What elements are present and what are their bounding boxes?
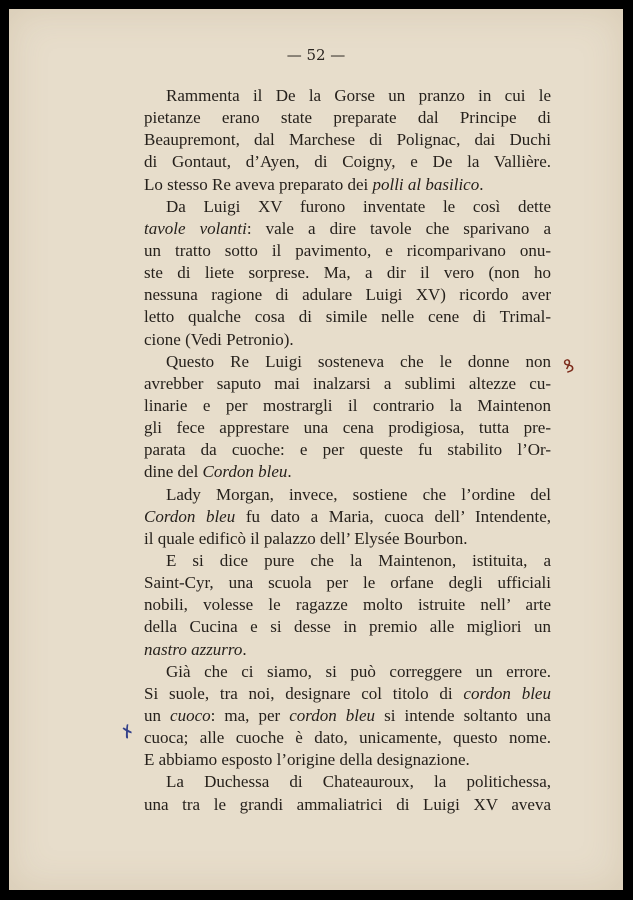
- pen-mark-blue-icon: ✗: [116, 719, 139, 744]
- text-line: [144, 484, 551, 506]
- text-segment: Beaupremont, dal Marchese di Polignac, dai Duchi: [144, 130, 551, 150]
- text-line: [144, 373, 551, 395]
- text-segment: Si suole, tra noi, designare col titolo di: [144, 683, 464, 703]
- italic-text: Cordon bleu: [202, 462, 288, 482]
- text-segment: nessuna ragione di adulare Luigi XV) ricordo aver: [144, 285, 551, 305]
- text-segment: pietanze erano state preparate dal Principe di: [144, 108, 551, 128]
- text-line: [144, 528, 551, 550]
- italic-text: nastro azzurro: [144, 639, 243, 659]
- text-segment: cione (Vedi Petronio).: [144, 329, 294, 349]
- text-segment: : vale a dire tavole che sparivano a: [246, 218, 551, 238]
- text-line: [144, 506, 551, 528]
- text-line: [144, 727, 551, 749]
- text-line: [144, 705, 551, 727]
- italic-text: Cordon bleu: [144, 506, 236, 526]
- text-segment: .: [242, 639, 247, 659]
- italic-text: cordon bleu: [289, 705, 376, 725]
- text-segment: il quale edificò il palazzo dell’ Elysée Bourbon.: [144, 528, 468, 548]
- text-line: [144, 749, 551, 771]
- text-line: [144, 240, 551, 262]
- text-segment: Da Luigi XV furono inventate le così dette: [166, 196, 551, 216]
- text-segment: letto qualche cosa di simile nelle cene di Trimal-: [144, 307, 551, 327]
- text-line: [144, 794, 551, 816]
- ink-mark-red-icon: ꝸ: [560, 354, 577, 378]
- text-line: [144, 550, 551, 572]
- text-line: [144, 129, 551, 151]
- text-line: [144, 572, 551, 594]
- text-line: [144, 284, 551, 306]
- text-line: [144, 417, 551, 439]
- text-segment: della Cucina e si desse in premio alle migliori un: [144, 617, 551, 637]
- text-segment: Questo Re Luigi sosteneva che le donne non: [166, 351, 551, 371]
- text-line: [144, 771, 551, 793]
- text-line: [144, 594, 551, 616]
- text-segment: nobili, volesse le ragazze molto istruite nell’ arte: [144, 595, 551, 615]
- text-segment: Lady Morgan, invece, sostiene che l’ordine del: [166, 484, 551, 504]
- text-line: [144, 85, 551, 107]
- text-line: [144, 439, 551, 461]
- text-line: [144, 639, 551, 661]
- text-segment: : ma, per: [210, 705, 290, 725]
- text-line: [144, 351, 551, 373]
- text-line: [144, 196, 551, 218]
- text-segment: avrebber saputo mai inalzarsi a sublimi altezze cu-: [144, 373, 551, 393]
- text-segment: ste di liete sorprese. Ma, a dir il vero (non ho: [144, 263, 551, 283]
- text-segment: gli fece apprestare una cena prodigiosa, tutta pre-: [144, 418, 551, 438]
- page-number: — 52 —: [286, 46, 346, 64]
- text-line: [144, 461, 551, 483]
- text-line: [144, 683, 551, 705]
- text-segment: E si dice pure che la Maintenon, istituita, a: [166, 550, 551, 570]
- text-segment: si intende soltanto una: [375, 705, 551, 725]
- text-segment: un: [144, 705, 171, 725]
- text-segment: fu dato a Maria, cuoca dell’ Intendente,: [235, 506, 552, 526]
- text-segment: linarie e per mostrargli il contrario la Maintenon: [144, 395, 551, 415]
- text-segment: Già che ci siamo, si può correggere un errore.: [166, 661, 551, 681]
- text-segment: cuoca; alle cuoche è dato, unicamente, questo nome.: [144, 728, 551, 748]
- text-segment: .: [479, 174, 484, 194]
- text-line: [144, 174, 551, 196]
- text-segment: .: [287, 462, 292, 482]
- text-line: [144, 616, 551, 638]
- book-page: [9, 9, 623, 890]
- text-segment: dine del: [144, 462, 203, 482]
- italic-text: cuoco: [170, 705, 211, 725]
- text-line: [144, 661, 551, 683]
- italic-text: tavole volanti: [144, 218, 247, 238]
- text-line: [144, 107, 551, 129]
- text-line: [144, 306, 551, 328]
- text-line: [144, 218, 551, 240]
- italic-text: polli al basilico: [372, 174, 480, 194]
- text-line: [144, 151, 551, 173]
- text-line: [144, 262, 551, 284]
- body-text: [144, 85, 551, 816]
- text-segment: parata da cuoche: e per queste fu stabilito l’Or-: [144, 440, 551, 460]
- text-segment: Rammenta il De la Gorse un pranzo in cui le: [166, 86, 551, 105]
- text-segment: un tratto sotto il pavimento, e ricomparivano onu-: [144, 240, 551, 260]
- text-segment: Lo stesso Re aveva preparato dei: [144, 174, 373, 194]
- text-segment: una tra le grandi ammaliatrici di Luigi XV aveva: [144, 794, 551, 814]
- text-line: [144, 395, 551, 417]
- text-segment: E abbiamo esposto l’origine della designazione.: [144, 750, 470, 770]
- text-segment: Saint-Cyr, una scuola per le orfane degli ufficiali: [144, 573, 551, 593]
- italic-text: cordon bleu: [463, 683, 551, 703]
- text-segment: La Duchessa di Chateauroux, la politichessa,: [166, 772, 551, 792]
- text-segment: di Gontaut, d’Ayen, di Coigny, e De la Vallière.: [144, 152, 551, 172]
- text-line: [144, 329, 551, 351]
